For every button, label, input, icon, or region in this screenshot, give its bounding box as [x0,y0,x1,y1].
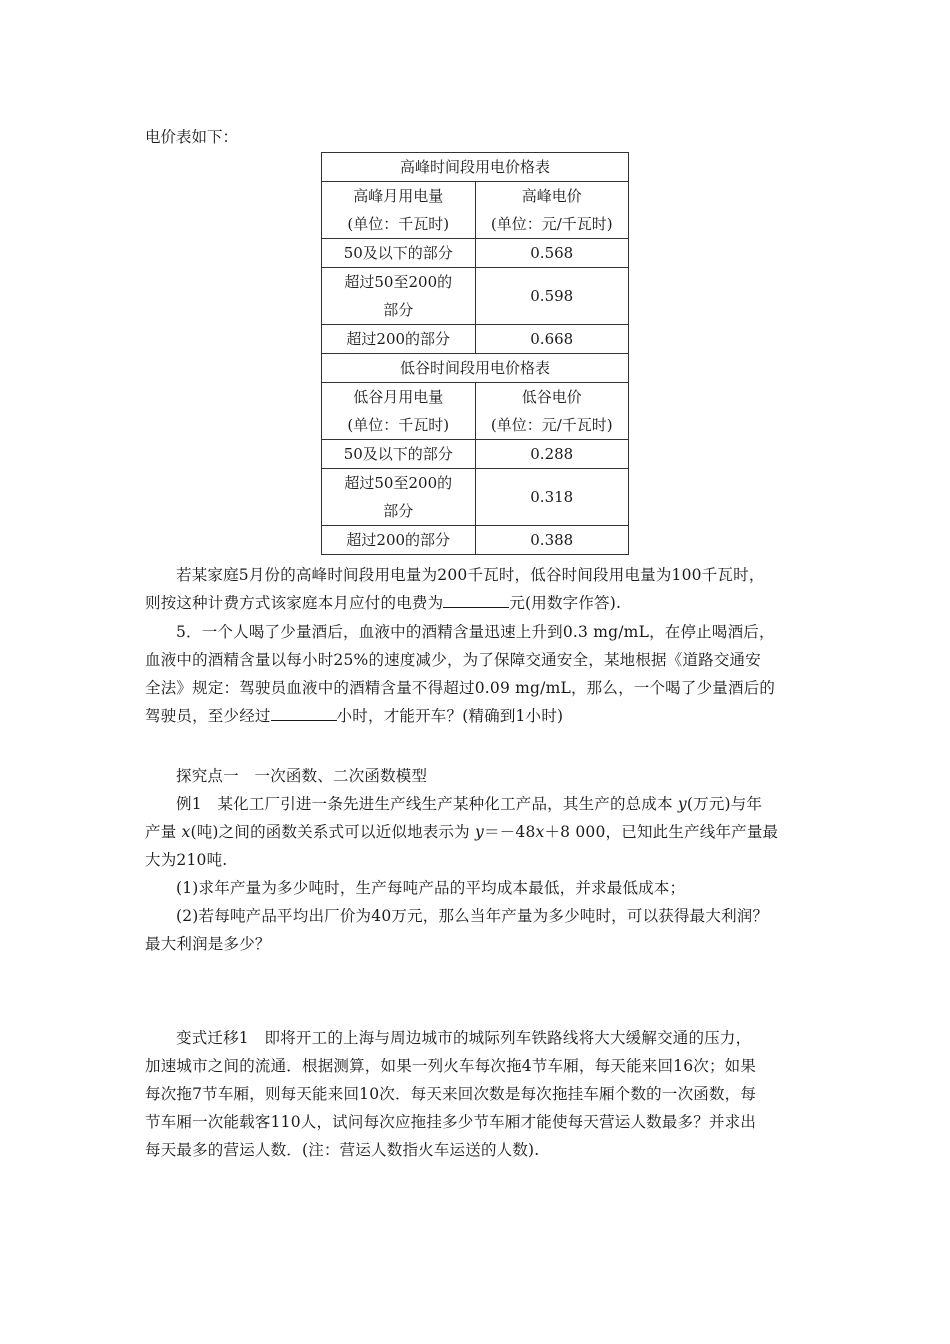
table-row [322,354,629,383]
q5-line-1: 5．一个人喝了少量酒后，血液中的酒精含量迅速上升到0.3 mg/mL，在停止喝酒后， [176,623,775,641]
q5-line-4 [145,704,563,726]
table-cell-price: 0.318 [475,469,629,526]
variable-y: y [475,823,484,841]
variant-line-5: 每天最多的营运人数．(注：营运人数指火车运送的人数). [145,1141,540,1159]
header-unit: (单位：千瓦时) [347,215,450,233]
table-cell-range [322,268,476,325]
table-row [322,383,629,440]
q4-text: 元(用数字作答). [509,594,622,612]
range-line: 超过50至200的 [344,474,453,492]
intro-text: 电价表如下： [145,128,239,146]
table-row [322,153,629,182]
variable-y: y [677,795,687,813]
example-text: (万元)与年 [686,795,763,813]
variant-line-3: 每次拖7节车厢，则每天能来回10次．每天来回次数是每次拖挂车厢个数的一次函数，每 [145,1085,757,1103]
table-cell-price: 0.598 [475,268,629,325]
variable-x: x [181,823,191,841]
formula-text: ＝－48 [483,823,536,841]
table-cell-price: 0.388 [475,526,629,555]
header-unit: (单位：千瓦时) [347,416,450,434]
variant-line-4: 节车厢一次能载客110人，试问每次应拖挂多少节车厢才能使每天营运人数最多？并求出 [145,1113,757,1131]
q5-line-2: 血液中的酒精含量以每小时25%的速度减少，为了保障交通安全，某地根据《道路交通安 [145,651,761,669]
example-text: 例1 某化工厂引进一条先进生产线生产某种化工产品，其生产的总成本 [176,795,678,813]
range-line: 部分 [383,301,414,319]
table-cell-range: 超过200的部分 [322,325,476,354]
table-row [322,268,629,325]
table-row [322,469,629,526]
example-1-question-1: (1)求年产量为多少吨时，生产每吨产品的平均成本最低，并求最低成本； [176,879,686,897]
example-1-line-3: 大为210吨. [145,851,228,869]
peak-header-price [475,182,629,239]
answer-blank[interactable] [271,705,337,721]
answer-blank[interactable] [443,592,509,608]
example-1-line-1 [176,792,762,814]
header-unit: (单位：元/千瓦时) [490,215,613,233]
example-1-question-2-line-2: 最大利润是多少？ [145,935,271,953]
header-text: 高峰电价 [521,187,582,205]
range-line: 部分 [383,502,414,520]
example-1-question-2-line-1: (2)若每吨产品平均出厂价为40万元，那么当年产量为多少吨时，可以获得最大利润？ [176,907,769,925]
table-row [322,526,629,555]
peak-header-usage [322,182,476,239]
peak-table-title: 高峰时间段用电价格表 [322,153,629,182]
table-cell-range [322,469,476,526]
table-row [322,325,629,354]
table-cell-range: 50及以下的部分 [322,239,476,268]
q4-line-1: 若某家庭5月份的高峰时间段用电量为200千瓦时，低谷时间段用电量为100千瓦时， [176,566,765,584]
q5-text: 驾驶员，至少经过 [145,707,271,725]
variable-x: x [535,823,545,841]
header-unit: (单位：元/千瓦时) [490,416,613,434]
table-row [322,440,629,469]
table-cell-price: 0.668 [475,325,629,354]
q5-line-3: 全法》规定：驾驶员血液中的酒精含量不得超过0.09 mg/mL，那么，一个喝了少量酒后的 [145,679,776,697]
table-cell-range: 超过200的部分 [322,526,476,555]
range-line: 超过50至200的 [344,273,453,291]
q5-text: 小时，才能开车？(精确到1小时) [336,707,564,725]
q4-line-2 [145,591,621,613]
table-cell-price: 0.568 [475,239,629,268]
header-text: 高峰月用电量 [353,187,444,205]
header-text: 低谷月用电量 [353,388,444,406]
example-text: (吨)之间的函数关系式可以近似地表示为 [190,823,476,841]
variant-line-1: 变式迁移1 即将开工的上海与周边城市的城际列车铁路线将大大缓解交通的压力， [176,1029,752,1047]
table-row [322,182,629,239]
example-text: ＋8 000，已知此生产线年产量最 [544,823,779,841]
table-cell-range: 50及以下的部分 [322,440,476,469]
header-text: 低谷电价 [521,388,582,406]
valley-header-usage [322,383,476,440]
electricity-price-table [321,152,629,555]
example-text: 产量 [145,823,182,841]
valley-header-price [475,383,629,440]
q4-text: 则按这种计费方式该家庭本月应付的电费为 [145,594,444,612]
variant-line-2: 加速城市之间的流通．根据测算，如果一列火车每次拖4节车厢，每天能来回16次；如果 [145,1057,757,1075]
table-row [322,239,629,268]
table-cell-price: 0.288 [475,440,629,469]
valley-table-title: 低谷时间段用电价格表 [322,354,629,383]
example-1-line-2 [145,820,778,842]
section-heading: 探究点一 一次函数、二次函数模型 [176,767,428,785]
